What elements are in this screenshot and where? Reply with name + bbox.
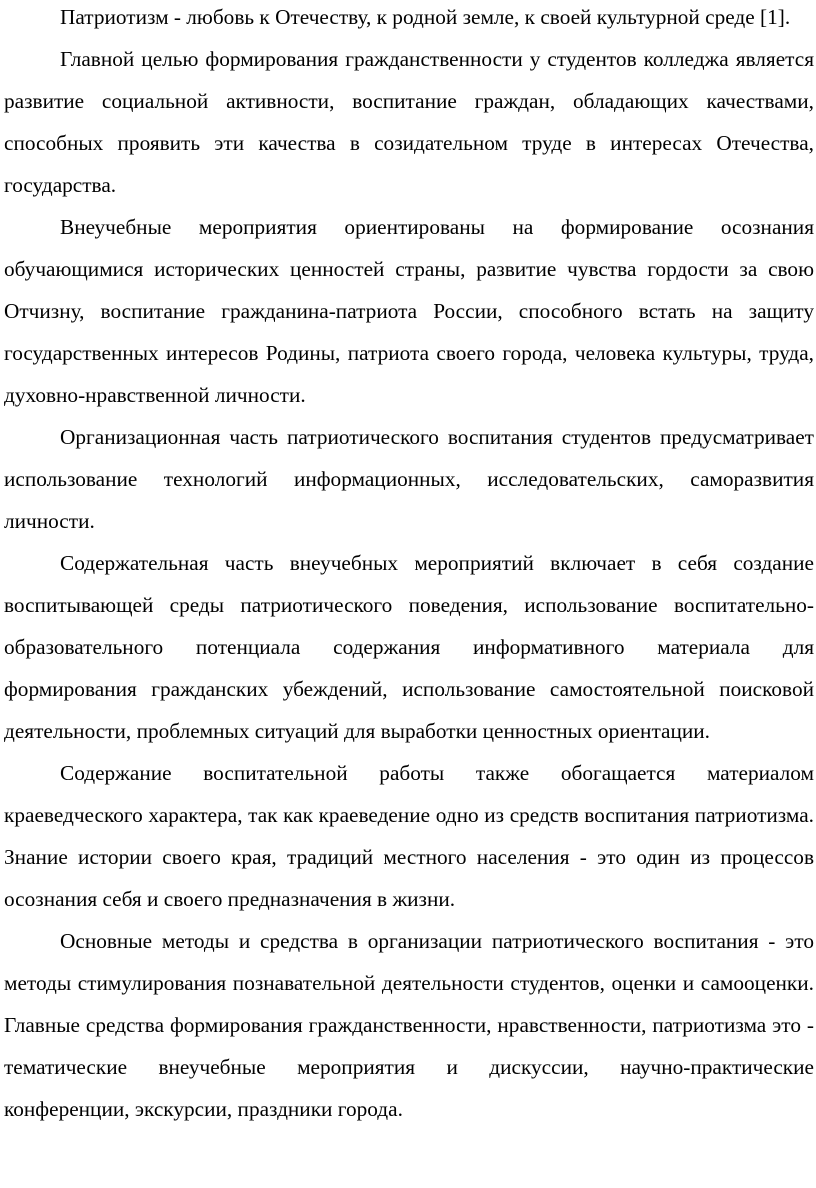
- paragraph-patriotism-definition: Патриотизм - любовь к Отечеству, к родной земле, к своей культурной среде [1].: [60, 5, 791, 29]
- paragraph-organizational-part: Организационная часть патриотического воспитания студентов предусматривает использование технологий информационных, исследовательских, саморазвития личности.: [4, 425, 814, 533]
- paragraph-extracurricular-events: Внеучебные мероприятия ориентированы на формирование осознания обучающимися исторических ценностей страны, развитие чувства гордости за свою Отчизну, воспитание гражданина-патриота России, способного встать на защиту государственных интересов Родины, патриота своего города, человека культуры, труда, духовно-нравственной личности.: [4, 215, 814, 407]
- paragraph-content-part: Содержательная часть внеучебных мероприятий включает в себя создание воспитывающей среды патриотического поведения, использование воспитательно-образовательного потенциала содержания информативного материала для формирования гражданских убеждений, использование самостоятельной поисковой деятельности, проблемных ситуаций для выработки ценностных ориентации.: [4, 551, 814, 743]
- paragraph-methods-and-means: Основные методы и средства в организации патриотического воспитания - это методы стимулирования познавательной деятельности студентов, оценки и самооценки. Главные средства формирования гражданственности, нравственности, патриотизма это - тематические внеучебные мероприятия и дискуссии, научно-практические конференции, экскурсии, праздники города.: [4, 929, 814, 1121]
- document-page: [4, 0, 814, 1130]
- paragraph-local-history: Содержание воспитательной работы также обогащается материалом краеведческого характера, так как краеведение одно из средств воспитания патриотизма. Знание истории своего края, традиций местного населения - это один из процессов осознания себя и своего предназначения в жизни.: [4, 761, 814, 911]
- paragraph-main-goal: Главной целью формирования гражданственности у студентов колледжа является развитие социальной активности, воспитание граждан, обладающих качествами, способных проявить эти качества в созидательном труде в интересах Отечества, государства.: [4, 47, 814, 197]
